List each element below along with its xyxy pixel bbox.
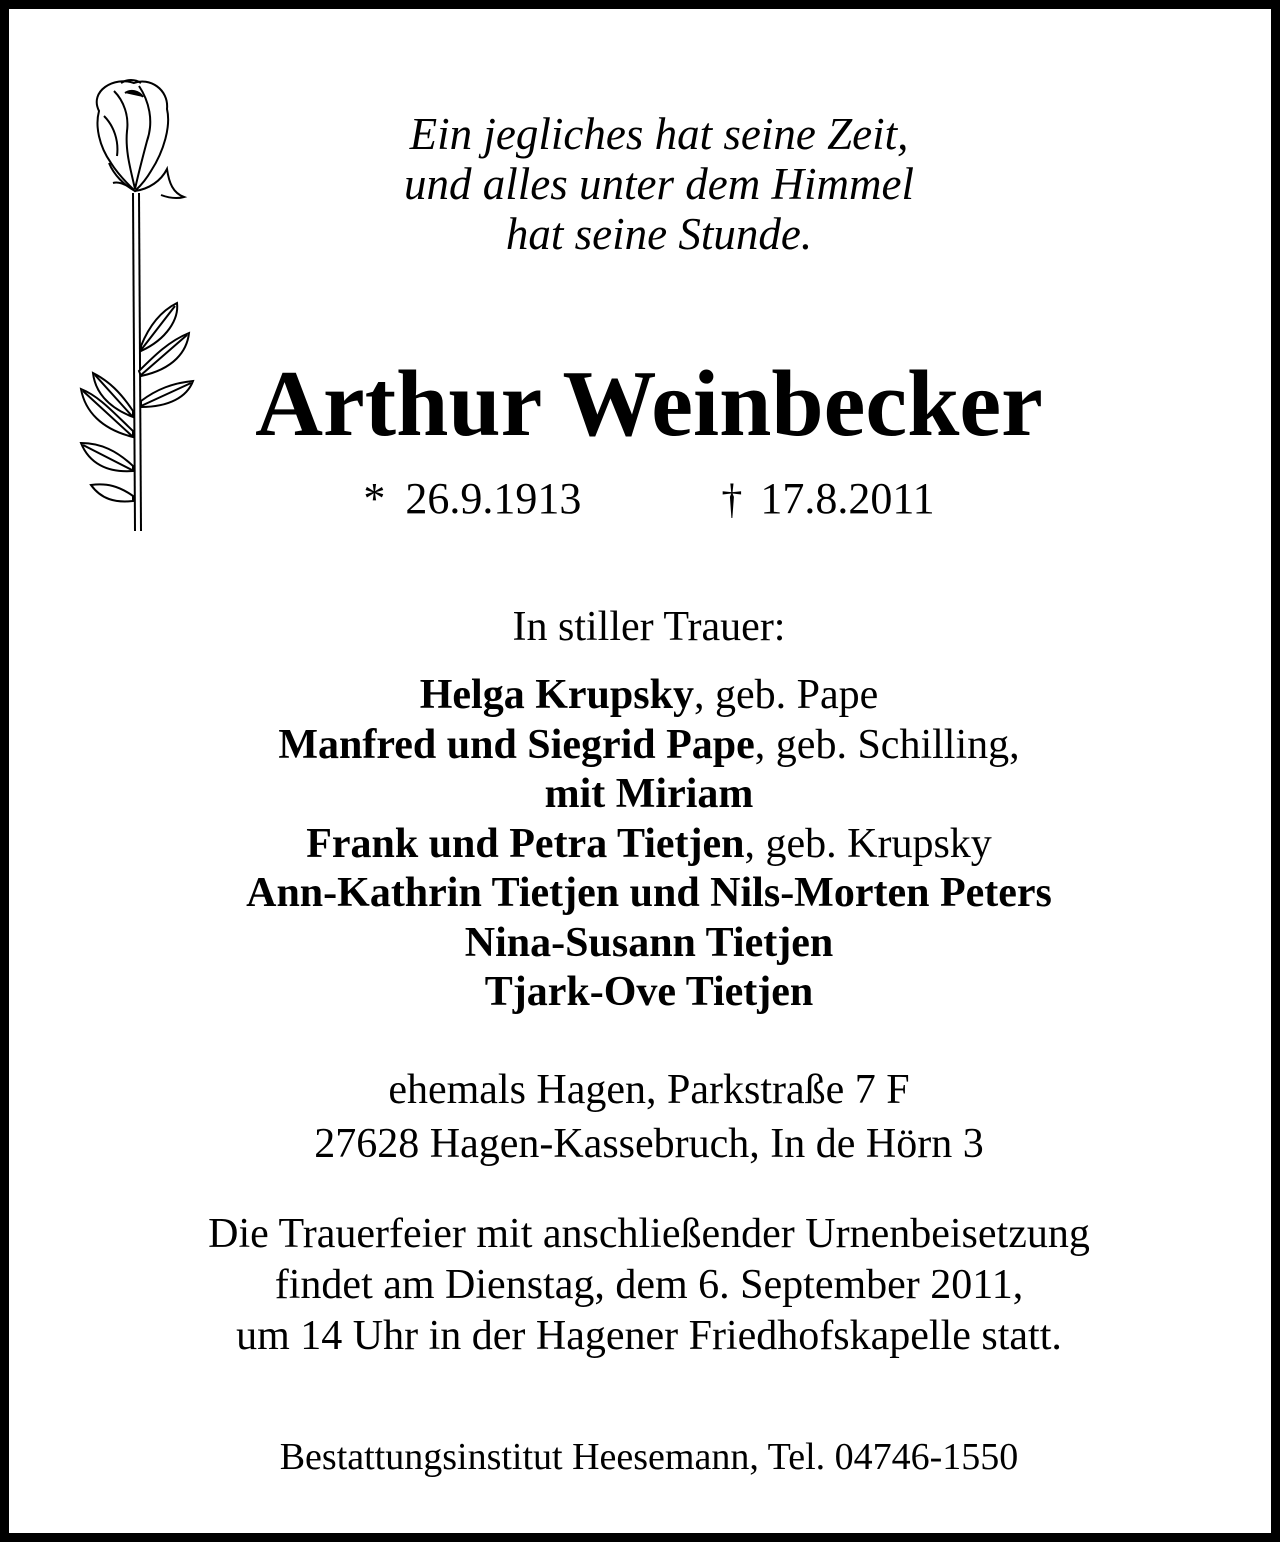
life-dates: [9, 472, 1280, 527]
mourner-name: mit Miriam: [544, 771, 754, 817]
bible-quote: [9, 109, 1280, 259]
undertaker-contact: Bestattungsinstitut Heesemann, Tel. 04746-1550: [279, 1436, 1019, 1478]
mourner-detail: , geb. Schilling,: [754, 721, 1020, 768]
mourner-name: Nina-Susann Tietjen: [464, 919, 834, 966]
mourner-name: Frank und Petra Tietjen: [306, 820, 745, 867]
service-announcement: [9, 1209, 1280, 1362]
mourner-line: [9, 968, 1280, 1018]
mourner-name: Tjark-Ove Tietjen: [484, 969, 814, 1015]
service-line-3: um 14 Uhr in der Hagener Friedhofskapelle statt.: [236, 1313, 1062, 1359]
mourner-name: Helga Krupsky: [419, 672, 694, 718]
quote-line-2: und alles unter dem Himmel: [404, 159, 914, 209]
mourner-line: [9, 721, 1280, 771]
mourner-name: Ann-Kathrin Tietjen und Nils-Morten Peters: [246, 870, 1052, 916]
death-date: 17.8.2011: [760, 474, 935, 523]
mourner-detail: , geb. Krupsky: [744, 820, 992, 867]
service-line-2: findet am Dienstag, dem 6. September 2011,: [274, 1262, 1024, 1308]
address-line-2: 27628 Hagen-Kassebruch, In de Hörn 3: [314, 1121, 984, 1167]
mourner-line: [9, 770, 1280, 820]
deceased-name: Arthur Weinbecker: [255, 352, 1043, 456]
mourner-line: [9, 869, 1280, 919]
mourner-name: Manfred und Siegrid Pape: [278, 721, 755, 768]
birth-date: 26.9.1913: [405, 474, 582, 523]
mourning-intro: In stiller Trauer:: [512, 604, 786, 650]
service-line-1: Die Trauerfeier mit anschließender Urnenbeisetzung: [208, 1211, 1090, 1257]
mourners-list: [9, 671, 1280, 1018]
address-line-1: ehemals Hagen, Parkstraße 7 F: [388, 1067, 910, 1113]
mourner-line: [9, 919, 1280, 969]
cross-icon: †: [721, 477, 743, 523]
quote-line-1: Ein jegliches hat seine Zeit,: [409, 109, 909, 159]
address-block: [9, 1063, 1280, 1171]
mourner-line: [9, 820, 1280, 870]
birth-star-icon: *: [363, 474, 386, 523]
quote-line-3: hat seine Stunde.: [505, 209, 813, 259]
mourner-line: [9, 671, 1280, 721]
mourner-detail: , geb. Pape: [693, 672, 879, 718]
